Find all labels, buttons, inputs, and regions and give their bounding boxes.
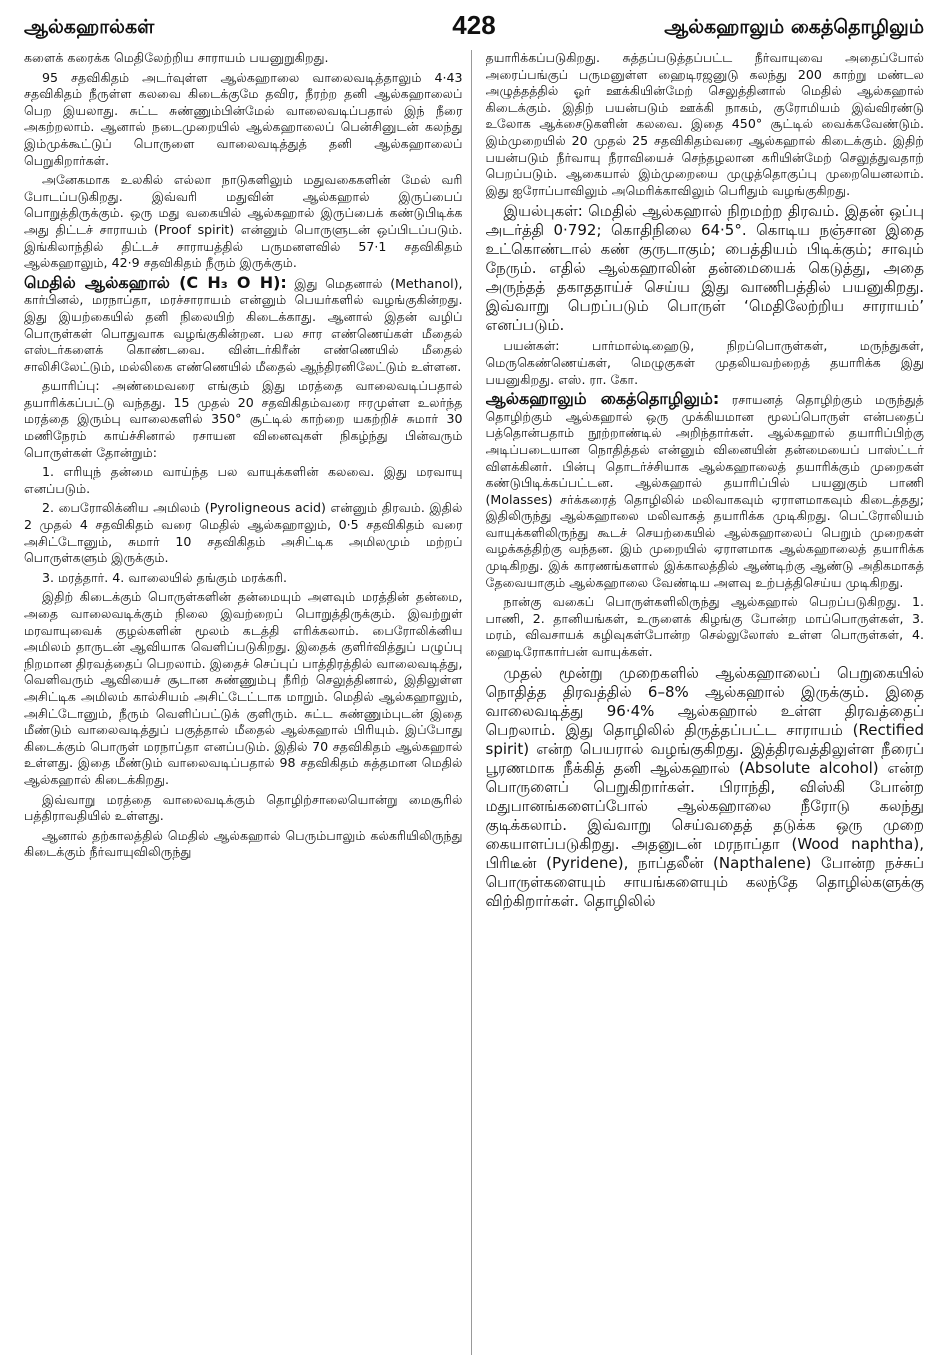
running-title-left: ஆல்கஹால்கள்: [24, 16, 155, 38]
paragraph-text: ரசாயனத் தொழிற்கும் மருந்துத் தொழிற்கும் ஆல்கஹால் ஒரு முக்கியமான மூலப்பொருள் என்பதைப் பத்தொன்பதாம் நூற்றாண்டில் அறிந்தார்கள். ஆல்கஹால் தயாரிப்பிற்கு அடிப்படையான நொதித்தல் என்னும் வினையின் தன்மையைப் பாஸ்ட்டர் விளக்கினர். பின்பு தொடர்ச்சியாக ஆல்கஹாலைத் தயாரிக்கும் முறைகள் கண்டுபிடிக்கப்பட்டன. ஆல்கஹால் தயாரிப்பில் பயனுகும் பாணி (Molasses) சர்க்கரைத் தொழிலில் மலிவாகவும் ஏராளமாகவும் கிடைத்தது; இதிலிருந்து ஆல்கஹாலை மலிவாகத் தயாரிக்க முடிகிறது. பெட்ரோலியம் வாயுக்களிலிருந்து கூடச் செயற்கையில் ஆல்கஹாலைப் பெறும் முறைகள் வழக்கத்திற்கு வந்தன. இம் முறையில் ஏராளமாக ஆல்கஹாலைத் தயாரிக்க முடிகிறது. இக் காரணங்களால் இக்காலத்தில் ஆண்டிற்கு ஆண்டு அதிகமாகத் தேவையாகும் ஆல்கஹாலை வேண்டிய அளவு உற்பத்திசெய்ய முடிகிறது.: [485, 392, 924, 590]
section-heading: மெதில் ஆல்கஹால் (C H₃ O H):: [24, 272, 287, 292]
page-header: [24, 10, 924, 50]
paragraph-text: தயாரிப்பு: அண்மைவரை எங்கும் இது மரத்தை வாலைவடிப்பதால் தயாரிக்கப்பட்டு வந்தது. 15 முதல் 20 சதவிகிதம்வரை ஈரமுள்ள உலர்ந்த மரத்தை இரும்பு வாலைகளில் 350° சூட்டில் காற்றை யகற்றிச் சுமார் 30 மணிநேரம் காய்ச்சினால் ரசாயன வினைவுகள் நிகழ்ந்து பின்வரும் பொருள்கள் தோன்றும்:: [24, 378, 463, 460]
paragraph: [24, 500, 463, 566]
paragraph-text: ஆனால் தற்காலத்தில் மெதில் ஆல்கஹால் பெரும்பாலும் கல்கரியிலிருந்து கிடைக்கும் நீர்வாயுவிலிருந்து: [24, 827, 463, 860]
paragraph: [486, 664, 925, 911]
paragraph: [24, 589, 463, 788]
paragraph: [24, 464, 463, 497]
paragraph: [24, 272, 463, 376]
paragraph-text: தயாரிக்கப்படுகிறது. சுத்தப்படுத்தப்பட்ட நீர்வாயுவை அதைப்போல் அரைப்பங்குப் பருமனுள்ள ஹைடிரஜனுடு கலந்து 200 காற்று மண்டல அழுத்தத்தில் ஓர் ஊக்கியின்மேற் செலுத்தினால் மெதில் ஆல்கஹால் கிடைக்கும். இதிற் பயன்படும் ஊக்கி நாகம், குரோமியம் இவ்விரண்டு உலோக ஆக்சைடுகளின் கலவை. இதை 450° சூட்டில் வைக்கவேண்டும். இம்முறையில் 20 முதல் 25 சதவிகிதம்வரை ஆல்கஹால் கிடைக்கும். இதிற் பயன்படும் நீர்வாயு நீராவியைச் செந்தழலான கரியின்மேற் செலுத்துவதாற் பெறப்படும். ஆகையால் இம்முறையை முழுத்தொகுப்பு முறையெனலாம். இது ஐரோப்பாவிலும் அமெரிக்காவிலும் பெரிதும் வழங்குகிறது.: [485, 50, 924, 198]
paragraph: [24, 70, 463, 170]
paragraph: [486, 594, 925, 660]
paragraph-text: முதல் மூன்று முறைகளில் ஆல்கஹாலைப் பெறுகையில் நொதித்த திரவத்தில் 6–8% ஆல்கஹால் இருக்கும். இதை வாலைவடித்து 96·4% ஆல்கஹால் உள்ள திரவத்தைப் பெறலாம். இது தொழிலில் திருத்தப்பட்ட சாராயம் (Rectified spirit) என்ற பெயரால் வழங்குகிறது. இத்திரவத்திலுள்ள நீரைப் பூரணமாக நீக்கித் தனி ஆல்கஹால் (Absolute alcohol) என்ற பொருளைப் பெறுகிறார்கள். பிராந்தி, விஸ்கி போன்ற மதுபானங்களைப்போல் ஆல்கஹாலை நீரோடு கலந்து குடிக்கலாம். இவ்வாறு செய்வதைத் தடுக்க ஒரு முறை கையாளப்படுகிறது. அதனுடன் மரநாப்தா (Wood naphtha), பிரிடீன் (Pyridene), நாப்தலீன் (Napthalene) போன்ற நச்சுப் பொருள்களையும் சாயங்களையும் கலந்தே தொழில்களுக்கு விற்கிறார்கள். தொழிலில்: [485, 663, 924, 910]
paragraph-text: 3. மரத்தார். 4. வாலையில் தங்கும் மரக்கரி.: [42, 569, 287, 585]
paragraph-text: பயன்கள்: பார்மால்டிஹைடு, நிறப்பொருள்கள், மருந்துகள், மெருகெண்ணெய்கள், மெழுகுகள் முதலியவற்றைத் தயாரிக்க இது பயனுகிறது. எஸ். ரா. கோ.: [485, 338, 924, 387]
paragraph-text: 1. எரியுந் தன்மை வாய்ந்த பல வாயுக்களின் கலவை. இது மரவாயு எனப்படும்.: [24, 464, 463, 496]
page-number: 428: [452, 10, 496, 40]
paragraph: [486, 50, 925, 199]
paragraph: [24, 828, 463, 861]
section-heading: ஆல்கஹாலும் கைத்தொழிலும்:: [485, 389, 720, 409]
paragraph: [24, 378, 463, 461]
paragraph: [24, 570, 463, 587]
paragraph: [486, 202, 925, 335]
paragraph: [24, 50, 463, 67]
paragraph-text: அனேகமாக உலகில் எல்லா நாடுகளிலும் மதுவகைகளின் மேல் வரி போடப்படுகிறது. இவ்வரி மதுவின் ஆல்கஹால் இருப்பைப் பொறுத்திருக்கும். ஒரு மது வகையில் ஆல்கஹால் இருப்பைக் கண்டுபிடிக்க அது திட்டச் சாராயம் (Proof spirit) என்னும் பொருளுடன் ஒப்பிடப்படும். இங்கிலாந்தில் திட்டச் சாராயத்தில் பருமனளவில் 57·1 சதவிகிதம் ஆல்கஹாலும், 42·9 சதவிகிதம் நீரும் இருக்கும்.: [24, 172, 463, 271]
left-column: [24, 50, 472, 1355]
paragraph-text: 95 சதவிகிதம் அடர்வுள்ள ஆல்கஹாலை வாலைவடித்தாலும் 4·43 சதவிகிதம் நீருள்ள கலவை கிடைக்குமே தவிர, நீரற்ற தனி ஆல்கஹாலைப் பெற இயலாது. சுட்ட சுண்ணும்பின்மேல் வாலைவடிப்பதால் இந் நீரை அகற்றலாம். ஆனால் நடைமுறையில் ஆல்கஹாலைப் பென்சினுடன் கலந்து இம்முக்கூட்டுப் பொருளை வாலைவடித்துத் தனி ஆல்கஹாலைப் பெறுகிறார்கள்.: [24, 69, 463, 168]
paragraph-text: களைக் கரைக்க மெதிலேற்றிய சாராயம் பயனுறுகிறது.: [24, 50, 329, 65]
paragraph: [24, 792, 463, 825]
paragraph-text: 2. பைரோலிக்னிய அமிலம் (Pyroligneous acid) என்னும் திரவம். இதில் 2 முதல் 4 சதவிகிதம் வரை மெதில் ஆல்கஹாலும், 0·5 சதவிகிதம் வரை அசிட்டோனும், சுமார் 10 சதவிகிதம் அசிட்டிக அமிலமும் மற்றப் பொருள்களும் இருக்கும்.: [24, 500, 463, 566]
paragraph-text: இது மெதனால் (Methanol), கார்பினல், மரநாப்தா, மரச்சாராயம் என்னும் பெயர்களில் வழங்குகின்றது. இது இயற்கையில் தனி நிலையிற் கிடைக்காது. ஆனால் இதன் வழிப் பொருள்கள் பொதுவாக வழங்குகின்றன. பல சார எண்ணெய்கள் மீதைல் எஸ்டர்களைக் கொண்டவை. வின்டர்கிரீன் எண்ணெயில் மீதைல் சாலிசிலேட்டும், மல்லிகை எண்ணெயில் மீதைல் ஆந்திரனிலேட்டும் உள்ளன.: [24, 275, 463, 374]
right-column: [486, 50, 925, 1355]
paragraph-text: நான்கு வகைப் பொருள்களிலிருந்து ஆல்கஹால் பெறப்படுகிறது. 1. பாணி, 2. தானியங்கள், உருளைக் கிழங்கு போன்ற மாப்பொருள்கள், 3. மரம், விவசாயக் கழிவுகள்போன்ற செல்லுலோஸ் உள்ள பொருள்கள், 4. ஹைடிரோகார்பன் வாயுக்கள்.: [485, 594, 924, 660]
paragraph-text: இயல்புகள்: மெதில் ஆல்கஹால் நிறமற்ற திரவம். இதன் ஒப்பு அடர்த்தி 0·792; கொதிநிலை 64·5°. கொடிய நஞ்சான இதை உட்கொண்டால் கண் குருடாகும்; பைத்தியம் பிடிக்கும்; சாவும் நேரும். எதில் ஆல்கஹாலின் தன்மையைக் கெடுத்து, அதை அருந்தத் தகாததாய்ச் செய்ய இது வாணிபத்தில் பயனுகிறது. இவ்வாறு பெறப்படும் பொருள் ‘மெதிலேற்றிய சாராயம்’ எனப்படும்.: [485, 202, 924, 335]
running-title-right: ஆல்கஹாலும் கைத்தொழிலும்: [664, 16, 924, 38]
paragraph-text: இவ்வாறு மரத்தை வாலைவடிக்கும் தொழிற்சாலையொன்று மைசூரில் பத்திராவதியில் உள்ளது.: [24, 791, 463, 824]
paragraph-text: இதிற் கிடைக்கும் பொருள்களின் தன்மையும் அளவும் மரத்தின் தன்மை, அதை வாலைவடிக்கும் நிலை இவற்றைப் பொறுத்திருக்கும். இவற்றுள் மரவாயுவைக் குழல்களின் மூலம் கடத்தி எரிக்கலாம். பைரோலிக்னிய அமிலம் தாருடன் ஆவியாக வெளிப்படுகிறது. இதைக் குளிர்வித்துப் பழுப்பு நிறமான திரவத்தைப் பெறலாம். இதைச் செப்புப் பாத்திரத்தில் வாலைவடித்து, வெளிவரும் ஆவியைச் சூடான சுண்ணும்பு நீரிற் செலுத்தினால், இதிலுள்ள அசிட்டிக அமிலம் கால்சியம் அசிட்டேட்டாக மாறும். மெதில் ஆல்கஹாலும், அசிட்டோனும், நீரும் வெளிப்பட்டுக் குளிரும். சுட்ட சுண்ணும்புடன் இதை மீண்டும் வாலைவடித்துப் பகுத்தால் மீதைல் ஆல்கஹால் பிரியும். இப்போது கிடைக்கும் பொருள் மரநாப்தா எனப்படும். இதில் 70 சதவிகிதம் ஆல்கஹால் உள்ளது. இதை மீண்டும் வாலைவடிப்பதால் 98 சதவிகிதம் சுத்தமான மெதில் ஆல்கஹால் கிடைக்கிறது.: [24, 589, 463, 787]
paragraph: [486, 338, 925, 388]
text-columns: [24, 50, 924, 1355]
paragraph: [486, 391, 925, 591]
paragraph: [24, 172, 463, 272]
